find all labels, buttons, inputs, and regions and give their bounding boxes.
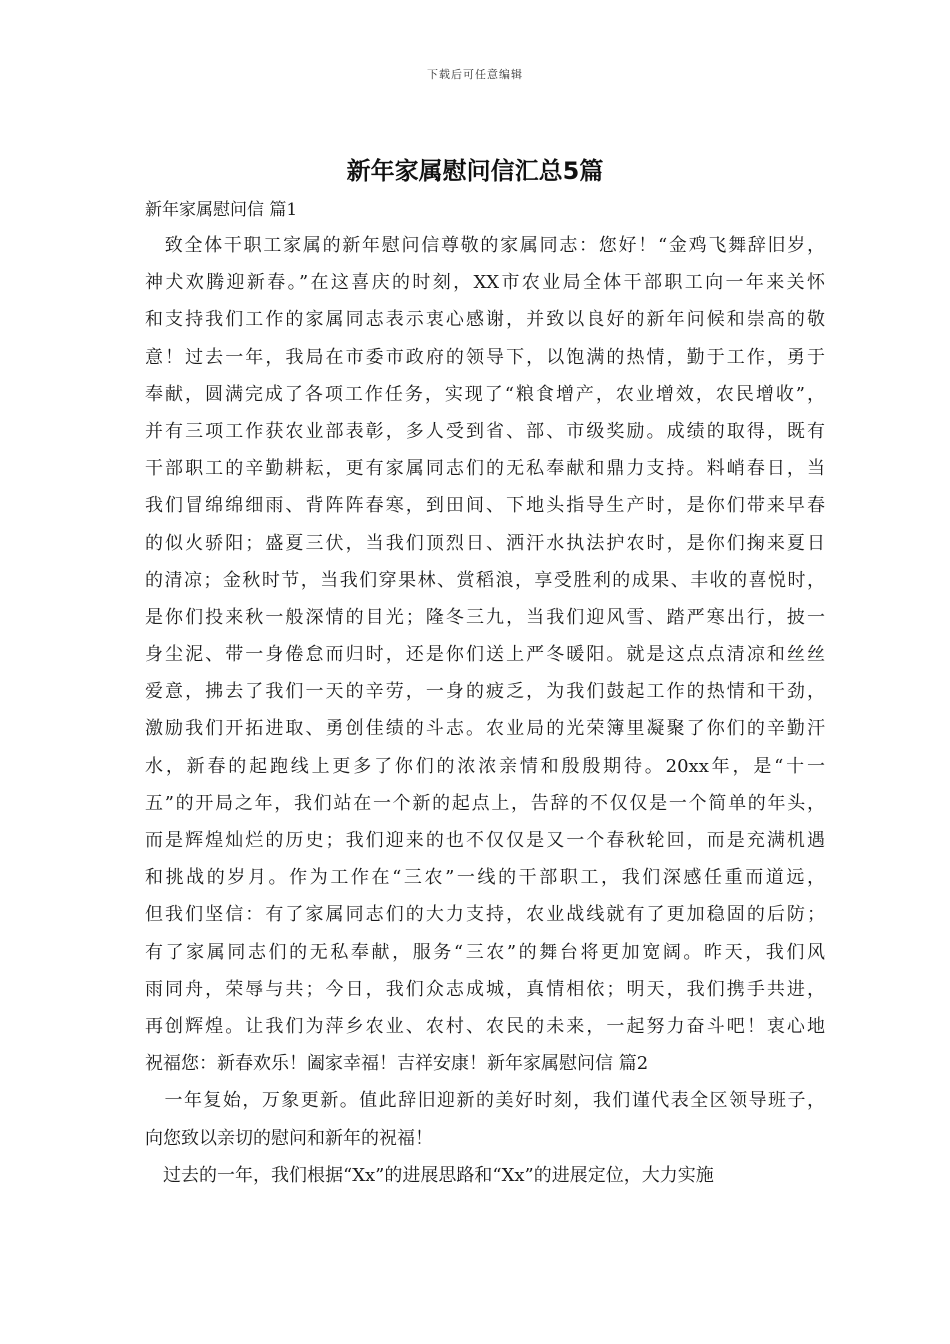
text-line: 一年复始，万象更新。值此辞旧迎新的美好时刻，我们谨代表全区领导班子， [145,1090,825,1112]
text-line: 致全体干职工家属的新年慰问信尊敬的家属同志：您好！“金鸡飞舞辞旧岁， [145,235,825,256]
text-line: 并有三项工作获农业部表彰，多人受到省、部、市级奖励。成绩的取得，既有 [145,420,825,442]
text-line: 有了家属同志们的无私奉献，服务“三农”的舞台将更加宽阔。昨天，我们风 [145,941,825,963]
text-line: 五”的开局之年，我们站在一个新的起点上，告辞的不仅仅是一个简单的年头， [145,792,825,814]
text-line: 我们冒绵绵细雨、背阵阵春寒，到田间、下地头指导生产时，是你们带来早春 [145,495,825,517]
text-line: 水，新春的起跑线上更多了你们的浓浓亲情和殷殷期待。20xx年，是“十一 [145,755,825,777]
text-line: 激励我们开拓进取、勇创佳绩的斗志。农业局的光荣簿里凝聚了你们的辛勤汗 [145,718,825,740]
text-line: 的似火骄阳；盛夏三伏，当我们顶烈日、洒汗水执法护农时，是你们掬来夏日 [145,532,825,554]
text-line: 身尘泥、带一身倦怠而归时，还是你们送上严冬暖阳。就是这点点清凉和丝丝 [145,644,825,666]
text-line: 和挑战的岁月。作为工作在“三农”一线的干部职工，我们深感任重而道远， [145,867,825,889]
text-line: 奉献，圆满完成了各项工作任务，实现了“粮食增产，农业增效，农民增收”， [145,383,825,405]
text-line: 爱意，拂去了我们一天的辛劳，一身的疲乏，为我们鼓起工作的热情和干劲， [145,681,825,703]
text-line: 和支持我们工作的家属同志表示衷心感谢，并致以良好的新年问候和崇高的敬 [145,309,825,331]
document-body [145,194,825,1194]
text-line: 的清凉；金秋时节，当我们穿果林、赏稻浪，享受胜利的成果、丰收的喜悦时， [145,569,825,591]
text-line: 新年家属慰问信 篇1 [145,200,298,220]
text-line: 但我们坚信：有了家属同志们的大力支持，农业战线就有了更加稳固的后防； [145,904,825,926]
page-header-note: 下载后可任意编辑 [427,68,523,81]
text-line: 再创辉煌。让我们为萍乡农业、农村、农民的未来，一起努力奋斗吧！衷心地 [145,1015,825,1037]
text-line: 是你们投来秋一般深情的目光；隆冬三九，当我们迎风雪、踏严寒出行，披一 [145,606,825,628]
text-line: 雨同舟，荣辱与共；今日，我们众志成城，真情相依；明天，我们携手共进， [145,978,825,1000]
text-line: 干部职工的辛勤耕耘，更有家属同志们的无私奉献和鼎力支持。料峭春日，当 [145,458,825,480]
text-line: 意！过去一年，我局在市委市政府的领导下，以饱满的热情，勤于工作，勇于 [145,346,825,368]
text-line: 过去的一年，我们根据“Xx”的进展思路和“Xx”的进展定位，大力实施 [145,1164,714,1186]
document-title: 新年家属慰问信汇总5篇 [346,157,604,185]
text-line: 而是辉煌灿烂的历史；我们迎来的也不仅仅是又一个春秋轮回，而是充满机遇 [145,830,825,851]
text-line: 祝福您：新春欢乐！阖家幸福！吉祥安康！新年家属慰问信 篇2 [145,1053,649,1075]
text-line: 神犬欢腾迎新春。”在这喜庆的时刻，XX市农业局全体干部职工向一年来关怀 [145,272,825,294]
text-line: 向您致以亲切的慰问和新年的祝福！ [145,1127,433,1149]
